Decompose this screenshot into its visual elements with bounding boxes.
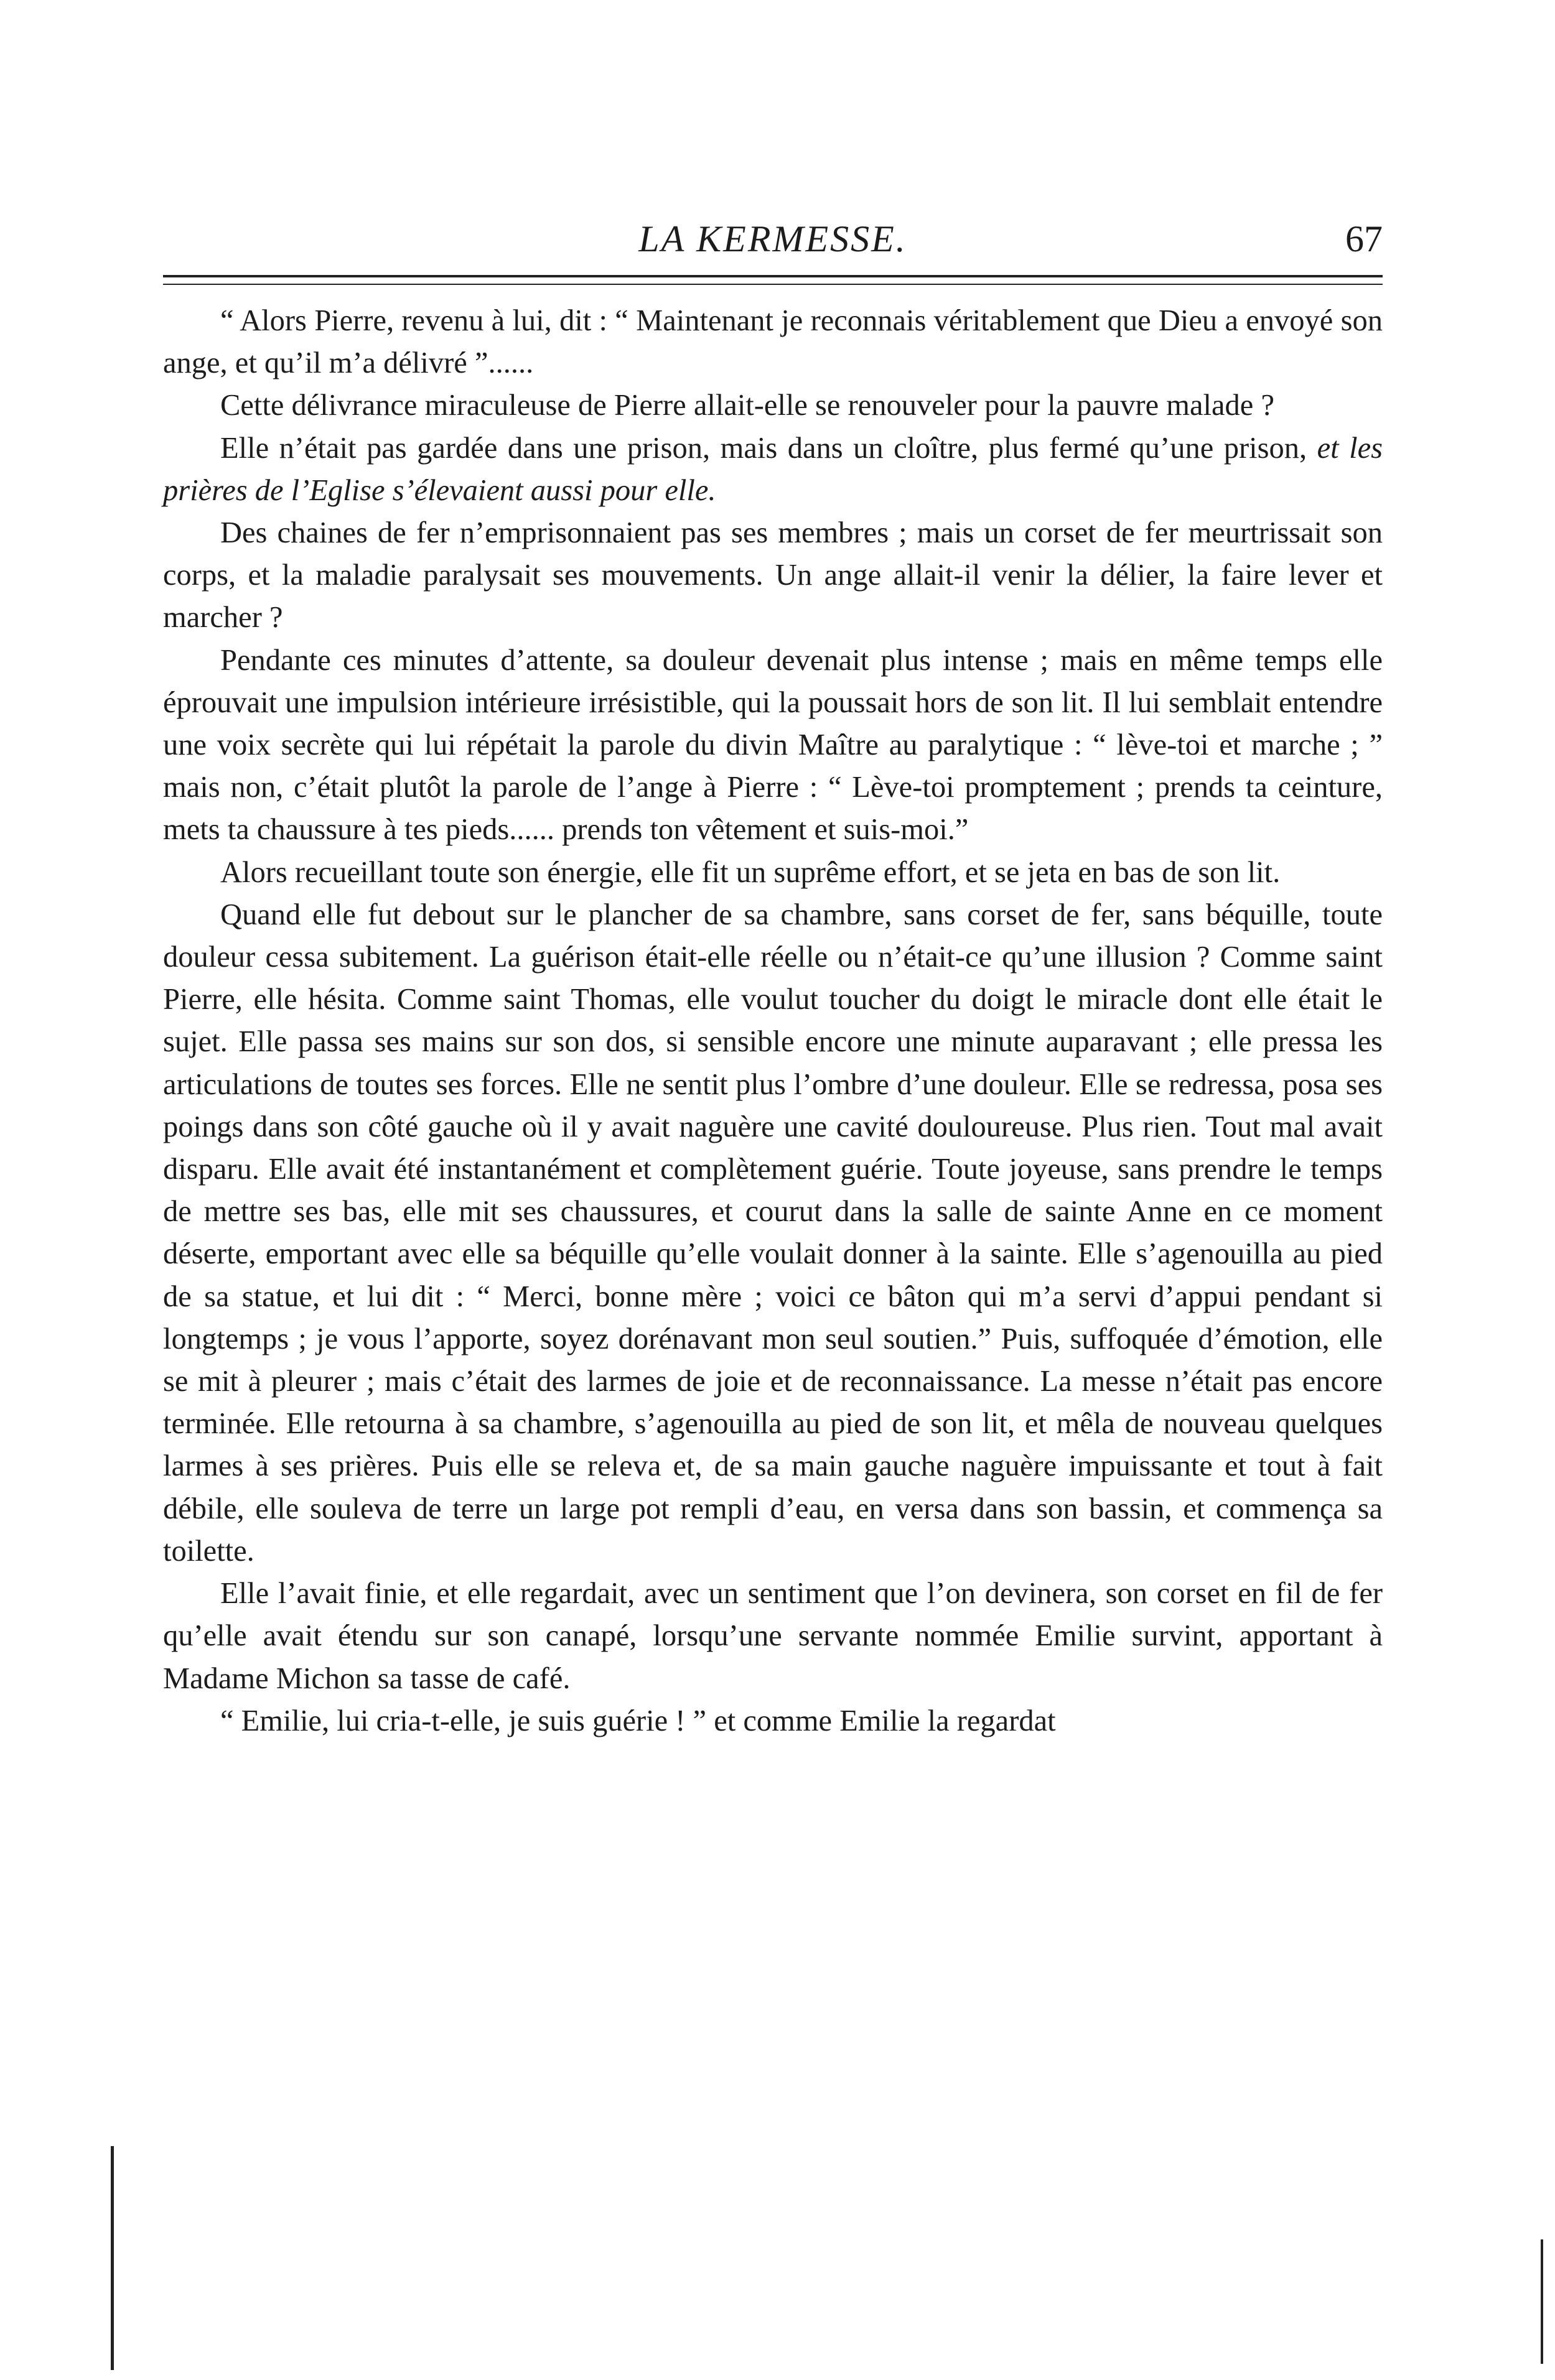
- paragraph-text: Alors recueillant toute son énergie, elle fit un suprême effort, et se jeta en bas de son lit.: [220, 855, 1281, 889]
- paragraph: [163, 1573, 1383, 1700]
- paragraph: [163, 384, 1383, 427]
- header-rule-thin: [163, 284, 1383, 285]
- paragraph: [163, 512, 1383, 639]
- paragraph-text: Elle l’avait finie, et elle regardait, avec un sentiment que l’on devinera, son corset en fil de fer qu’elle avait étendu sur son canapé, lorsqu’une servante nommée Emilie survint, apportant à Madame Michon sa tasse de café.: [163, 1577, 1383, 1695]
- paragraph-text: Des chaines de fer n’emprisonnaient pas ses membres ; mais un corset de fer meurtrissait son corps, et la maladie paralysait ses mouvements. Un ange allait-il venir la délier, la faire lever et marcher ?: [163, 516, 1383, 635]
- paragraph-text: “ Alors Pierre, revenu à lui, dit : “ Maintenant je reconnais véritablement que Dieu a envoyé son ange, et qu’il m’a délivré ”......: [163, 304, 1383, 380]
- paragraph: [163, 852, 1383, 894]
- paragraph: [163, 639, 1383, 852]
- paragraph-text: Quand elle fut debout sur le plancher de sa chambre, sans corset de fer, sans béquille, toute douleur cessa subitement. La guérison était-elle réelle ou n’était-ce qu’une illusion ? Comme saint Pierre, elle hésita. Comme saint Thomas, elle voulut toucher du doigt le miracle dont elle était le sujet. Elle passa ses mains sur son dos, si sensible encore une minute auparavant ; elle pressa les articulations de toutes ses forces. Elle ne sentit plus l’ombre d’une douleur. Elle se redressa, posa ses poings dans son côté gauche où il y avait naguère une cavité douloureuse. Plus rien. Tout mal avait disparu. Elle avait été instantanément et complètement guérie. Toute joyeuse, sans prendre le temps de mettre ses bas, elle mit ses chaussures, et courut dans la salle de sainte Anne en ce moment déserte, emportant avec elle sa béquille qu’elle voulait donner à la sainte. Elle s’agenouilla au pied de sa statue, et lui dit : “ Merci, bonne mère ; voici ce bâton qui m’a servi d’appui pendant si longtemps ; je vous l’apporte, soyez dorénavant mon seul soutien.” Puis, suffoquée d’émotion, elle se mit à pleurer ; mais c’était des larmes de joie et de reconnaissance. La messe n’était pas encore terminée. Elle retourna à sa chambre, s’agenouilla au pied de son lit, et mêla de nouveau quelques larmes à ses prières. Puis elle se releva et, de sa main gauche naguère impuissante et tout à fait débile, elle souleva de terre un large pot rempli d’eau, en versa dans son bassin, et commença sa toilette.: [163, 898, 1383, 1568]
- scan-margin-mark: [111, 2146, 114, 2370]
- paragraph: [163, 427, 1383, 512]
- paragraph-text: Cette délivrance miraculeuse de Pierre allait-elle se renouveler pour la pauvre malade ?: [220, 389, 1274, 422]
- paragraph-text: “ Emilie, lui cria-t-elle, je suis guérie ! ” et comme Emilie la regardat: [220, 1704, 1056, 1737]
- body-text: [163, 300, 1383, 1742]
- italic-phrase: et les prières de l’Eglise s’élevaient aussi pour elle.: [163, 431, 1383, 507]
- paragraph: [163, 894, 1383, 1573]
- paragraph: [163, 300, 1383, 384]
- page-header: [163, 212, 1383, 274]
- running-title: LA KERMESSE.: [638, 218, 907, 259]
- paragraph-text: Pendante ces minutes d’attente, sa douleur devenait plus intense ; mais en même temps elle éprouvait une impulsion intérieure irrésistible, qui la poussait hors de son lit. Il lui semblait entendre une voix secrète qui lui répétait la parole du divin Maître au paralytique : “ lève-toi et marche ; ” mais non, c’était plutôt la parole de l’ange à Pierre : “ Lève-toi promptement ; prends ta ceinture, mets ta chaussure à tes pieds...... prends ton vêtement et suis-moi.”: [163, 643, 1383, 847]
- page-number: 67: [1345, 218, 1383, 259]
- paragraph: [163, 1700, 1383, 1742]
- paragraph-text: Elle n’était pas gardée dans une prison, mais dans un cloître, plus fermé qu’une prison,: [220, 431, 1307, 465]
- header-rule: [163, 275, 1383, 277]
- scan-margin-mark-right: [1541, 2239, 1543, 2364]
